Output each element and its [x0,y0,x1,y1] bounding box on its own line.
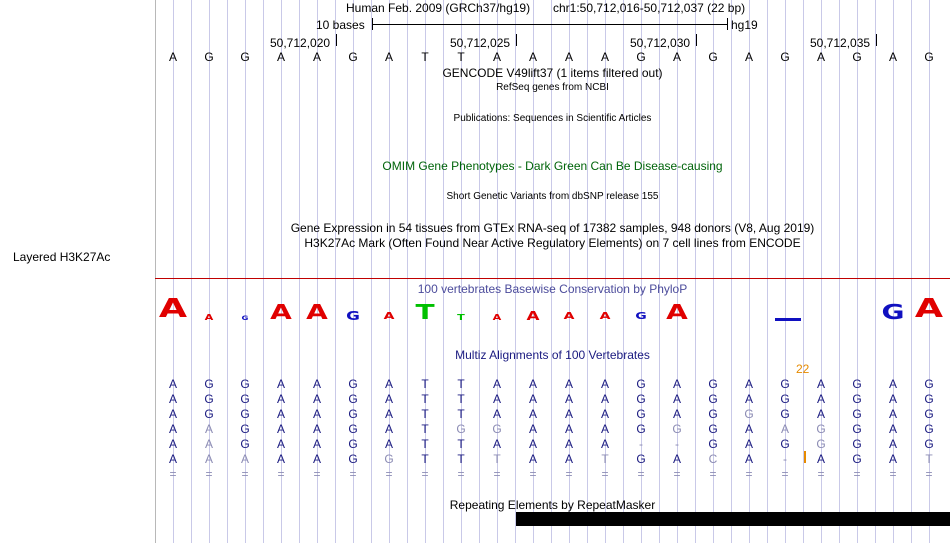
coord-tick [696,34,697,46]
alignment-base: G [204,407,214,421]
alignment-base: G [924,437,934,451]
sequence-base: G [852,50,862,64]
phylop-logo-base: A [158,294,188,324]
gap-count-label: 22 [796,362,810,376]
alignment-base: = [709,467,717,481]
alignment-base: G [924,407,934,421]
alignment-base: G [852,407,862,421]
alignment-base: A [600,437,609,451]
alignment-base: G [708,437,718,451]
alignment-base: T [421,392,429,406]
alignment-base: = [889,467,897,481]
alignment-base: A [168,422,177,436]
alignment-base: A [492,392,501,406]
sequence-base: G [780,50,790,64]
alignment-base: A [564,377,573,391]
coord-tick [876,34,877,46]
sequence-base: A [564,50,573,64]
alignment-base: A [816,407,825,421]
phylop-logo-base: G [881,300,905,324]
alignment-base: A [672,407,681,421]
alignment-base: A [672,377,681,391]
alignment-base: - [783,452,787,466]
omim-track-title[interactable]: OMIM Gene Phenotypes - Dark Green Can Be Disease-causing [382,159,723,173]
alignment-base: A [240,452,249,466]
alignment-base: A [888,377,897,391]
alignment-base: A [312,452,321,466]
alignment-base: G [348,452,358,466]
alignment-base: T [421,422,429,436]
alignment-base: G [240,377,250,391]
sequence-base: A [744,50,753,64]
alignment-base: - [639,437,643,451]
phylop-logo-base: A [599,311,611,322]
sequence-base: A [312,50,321,64]
alignment-base: G [240,437,250,451]
alignment-base: G [708,407,718,421]
alignment-base: G [636,392,646,406]
alignment-base: T [493,452,501,466]
alignment-base: = [349,467,357,481]
phylop-logo-base: A [306,300,328,324]
alignment-base: G [636,422,646,436]
alignment-base: G [708,422,718,436]
sequence-base: A [888,50,897,64]
alignment-base: A [564,437,573,451]
alignment-base: G [780,437,790,451]
refseq-track-title[interactable]: RefSeq genes from NCBI [496,82,609,93]
alignment-base: A [600,392,609,406]
alignment-base: A [276,422,285,436]
alignment-base: G [204,377,214,391]
sequence-base: A [276,50,285,64]
alignment-base: T [421,407,429,421]
alignment-base: T [421,452,429,466]
track-label-column [0,0,155,543]
alignment-base: T [421,377,429,391]
alignment-base: A [888,422,897,436]
sequence-base: A [528,50,537,64]
alignment-base: A [492,407,501,421]
alignment-base: A [888,392,897,406]
alignment-base: A [528,392,537,406]
alignment-base: A [312,437,321,451]
alignment-base: = [781,467,789,481]
alignment-base: A [276,407,285,421]
sequence-base: A [600,50,609,64]
alignment-base: A [744,452,753,466]
sequence-base: A [672,50,681,64]
alignment-base: A [312,377,321,391]
sequence-base: G [348,50,358,64]
alignment-base: A [528,452,537,466]
h3k27ac-track-title[interactable]: H3K27Ac Mark (Often Found Near Active Regulatory Elements) on 7 cell lines from ENCODE [304,236,801,250]
publications-track-title[interactable]: Publications: Sequences in Scientific Articles [453,113,652,124]
alignment-base: = [457,467,465,481]
alignment-base: G [348,392,358,406]
alignment-base: T [457,392,465,406]
alignment-base: A [168,407,177,421]
alignment-base: G [816,422,826,436]
alignment-base: A [384,377,393,391]
alignment-base: T [457,407,465,421]
phylop-logo-base: A [914,294,944,324]
alignment-base: T [457,377,465,391]
alignment-base: A [744,392,753,406]
alignment-base: G [636,452,646,466]
alignment-base: G [348,437,358,451]
alignment-base: = [817,467,825,481]
alignment-base: G [240,407,250,421]
phylop-logo-base: T [457,313,465,322]
alignment-base: = [565,467,573,481]
alignment-base: A [600,422,609,436]
alignment-base: G [672,422,682,436]
alignment-base: A [168,392,177,406]
alignment-base: = [637,467,645,481]
coord-label: 50,712,035 [810,36,871,50]
phylop-logo-base: A [270,300,292,324]
alignment-base: G [780,392,790,406]
alignment-base: G [384,452,394,466]
phylop-logo-base: T [415,300,435,324]
alignment-base: A [780,422,789,436]
alignment-base: A [564,422,573,436]
alignment-base: G [780,377,790,391]
alignment-base: T [421,437,429,451]
scale-bar-text: 10 bases [316,18,365,32]
layered-h3k27ac-label[interactable]: Layered H3K27Ac [13,250,111,264]
alignment-base: A [744,377,753,391]
alignment-base: = [241,467,249,481]
sequence-base: T [421,50,429,64]
dbsnp-track-title[interactable]: Short Genetic Variants from dbSNP release 155 [446,191,659,202]
coord-label: 50,712,020 [270,36,331,50]
repeatmasker-track-title[interactable]: Repeating Elements by RepeatMasker [449,498,656,512]
alignment-base: G [492,422,502,436]
alignment-base: - [675,437,679,451]
assembly-title: Human Feb. 2009 (GRCh37/hg19) [346,1,531,15]
alignment-base: A [312,422,321,436]
coord-label: 50,712,025 [450,36,511,50]
alignment-base: = [925,467,933,481]
scale-bar-line [373,24,727,25]
alignment-base: = [385,467,393,481]
sequence-base: A [168,50,177,64]
alignment-base: = [493,467,501,481]
alignment-base: A [168,452,177,466]
alignment-base: G [924,377,934,391]
alignment-base: G [456,422,466,436]
sequence-base: A [816,50,825,64]
window-position-text: chr1:50,712,016-50,712,037 (22 bp) [553,1,746,15]
alignment-base: A [816,452,825,466]
alignment-base: G [924,392,934,406]
alignment-base: G [852,422,862,436]
phylop-logo-base: A [666,300,688,324]
alignment-base: A [672,392,681,406]
alignment-base: A [312,392,321,406]
alignment-base: = [853,467,861,481]
alignment-base: A [384,407,393,421]
alignment-base: G [852,377,862,391]
alignment-base: G [816,437,826,451]
alignment-base: G [348,377,358,391]
alignment-base: A [312,407,321,421]
alignment-base: = [745,467,753,481]
sequence-base: T [457,50,465,64]
alignment-base: G [348,407,358,421]
alignment-base: G [708,392,718,406]
alignment-base: T [457,452,465,466]
alignment-base: G [348,422,358,436]
alignment-base: A [384,422,393,436]
alignment-base: = [205,467,213,481]
alignment-base: A [528,437,537,451]
phylop-logo-base: G [346,309,360,323]
phylop-logo-base: A [526,309,540,323]
alignment-base: A [564,392,573,406]
phylop-logo-base: G [635,311,647,322]
alignment-base: A [204,437,213,451]
coord-tick [516,34,517,46]
alignment-base: G [924,422,934,436]
gtex-track-title[interactable]: Gene Expression in 54 tissues from GTEx RNA-seq of 17382 samples, 948 donors (V8, Aug 2019) [290,221,815,235]
sequence-base: G [204,50,214,64]
alignment-base: G [240,392,250,406]
alignment-base: G [744,407,754,421]
alignment-base: = [529,467,537,481]
scale-bar-right-tick [727,18,728,30]
alignment-base: = [673,467,681,481]
alignment-base: A [492,377,501,391]
alignment-base: A [888,437,897,451]
alignment-base: A [600,377,609,391]
alignment-base: A [276,392,285,406]
alignment-base: G [204,392,214,406]
alignment-base: A [672,452,681,466]
alignment-base: A [168,437,177,451]
gap-marker [804,451,806,463]
h3k27ac-baseline [155,278,950,279]
alignment-base: C [708,452,718,466]
alignment-base: A [204,452,213,466]
coord-tick [336,34,337,46]
sequence-base: A [384,50,393,64]
alignment-base: A [564,407,573,421]
alignment-base: A [888,452,897,466]
alignment-base: A [384,437,393,451]
scale-db-label: hg19 [731,18,758,32]
phylop-logo-base: A [492,313,502,322]
alignment-base: A [492,437,501,451]
alignment-base: A [888,407,897,421]
phylop-low-bar [775,318,801,321]
alignment-base: G [780,407,790,421]
alignment-base: A [528,407,537,421]
alignment-base: G [636,377,646,391]
alignment-base: A [744,437,753,451]
sequence-base: G [708,50,718,64]
alignment-base: = [421,467,429,481]
phylop-logo-base: G [241,315,249,322]
sequence-base: G [240,50,250,64]
phylop-logo-base: A [204,313,214,322]
alignment-base: A [204,422,213,436]
alignment-base: = [313,467,321,481]
alignment-base: A [168,377,177,391]
alignment-base: T [601,452,609,466]
alignment-base: A [384,392,393,406]
phylop-logo-base: A [563,311,575,322]
sequence-base: G [924,50,934,64]
alignment-base: A [528,422,537,436]
alignment-base: G [852,392,862,406]
alignment-base: T [457,437,465,451]
alignment-base: A [276,452,285,466]
alignment-base: G [852,437,862,451]
alignment-base: G [636,407,646,421]
alignment-base: A [564,452,573,466]
alignment-base: A [816,392,825,406]
alignment-base: A [276,377,285,391]
alignment-base: = [601,467,609,481]
alignment-base: G [240,422,250,436]
alignment-base: T [925,452,933,466]
alignment-base: = [169,467,177,481]
phylop-track-title[interactable]: 100 vertebrates Basewise Conservation by PhyloP [417,282,688,296]
alignment-base: A [744,422,753,436]
repeat-element-block[interactable] [516,512,950,526]
alignment-base: A [816,377,825,391]
gencode-track-title[interactable]: GENCODE V49lift37 (1 items filtered out) [442,66,663,80]
alignment-base: A [528,377,537,391]
multiz-track-title[interactable]: Multiz Alignments of 100 Vertebrates [455,348,650,362]
alignment-base: A [600,407,609,421]
alignment-base: = [277,467,285,481]
alignment-base: G [708,377,718,391]
alignment-base: A [276,437,285,451]
sequence-base: A [492,50,501,64]
sequence-base: G [636,50,646,64]
alignment-base: G [852,452,862,466]
coord-label: 50,712,030 [630,36,691,50]
phylop-logo-base: A [383,311,395,322]
